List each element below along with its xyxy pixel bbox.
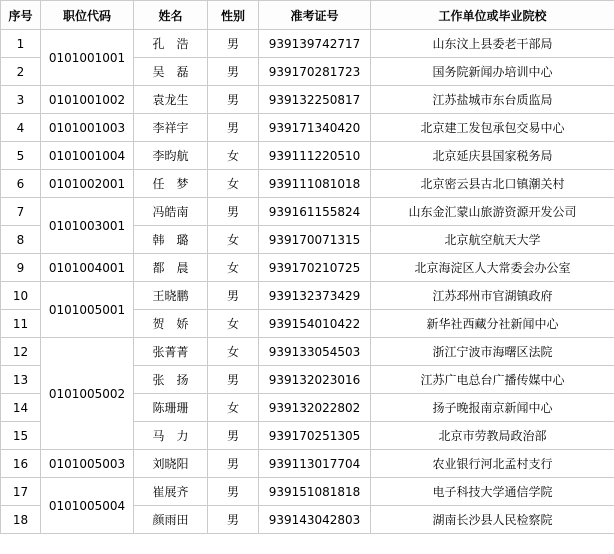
- cell-work-unit: 江苏广电总台广播传媒中心: [371, 366, 614, 394]
- cell-gender: 女: [208, 394, 259, 422]
- cell-gender: 男: [208, 450, 259, 478]
- cell-ticket-number: 939170071315: [259, 226, 371, 254]
- cell-gender: 女: [208, 226, 259, 254]
- cell-name: 李昀航: [134, 142, 208, 170]
- cell-gender: 男: [208, 86, 259, 114]
- cell-ticket-number: 939132250817: [259, 86, 371, 114]
- cell-ticket-number: 939133054503: [259, 338, 371, 366]
- cell-gender: 女: [208, 338, 259, 366]
- cell-work-unit: 电子科技大学通信学院: [371, 478, 614, 506]
- cell-gender: 男: [208, 422, 259, 450]
- cell-name: 张 扬: [134, 366, 208, 394]
- cell-name: 冯皓南: [134, 198, 208, 226]
- header-position-code: 职位代码: [41, 1, 134, 30]
- cell-ticket-number: 939170251305: [259, 422, 371, 450]
- cell-ticket-number: 939161155824: [259, 198, 371, 226]
- cell-work-unit: 山东金汇蒙山旅游资源开发公司: [371, 198, 614, 226]
- cell-gender: 男: [208, 114, 259, 142]
- cell-ticket-number: 939132373429: [259, 282, 371, 310]
- cell-position-code: 0101005003: [41, 450, 134, 478]
- cell-work-unit: 湖南长沙县人民检察院: [371, 506, 614, 534]
- cell-position-code: 0101001003: [41, 114, 134, 142]
- cell-ticket-number: 939151081818: [259, 478, 371, 506]
- cell-ticket-number: 939154010422: [259, 310, 371, 338]
- cell-index: 13: [1, 366, 41, 394]
- cell-position-code: 0101005001: [41, 282, 134, 338]
- cell-index: 7: [1, 198, 41, 226]
- cell-work-unit: 北京市劳教局政治部: [371, 422, 614, 450]
- cell-name: 颜雨田: [134, 506, 208, 534]
- cell-ticket-number: 939170210725: [259, 254, 371, 282]
- header-work-unit: 工作单位或毕业院校: [371, 1, 614, 30]
- cell-ticket-number: 939132022802: [259, 394, 371, 422]
- table-row: [1, 86, 614, 114]
- cell-index: 1: [1, 30, 41, 58]
- header-ticket-number: 准考证号: [259, 1, 371, 30]
- cell-gender: 男: [208, 478, 259, 506]
- table-row: [1, 450, 614, 478]
- cell-index: 6: [1, 170, 41, 198]
- header-index: 序号: [1, 1, 41, 30]
- cell-gender: 女: [208, 170, 259, 198]
- table-header: [1, 1, 614, 30]
- cell-name: 袁龙生: [134, 86, 208, 114]
- cell-name: 王晓鹏: [134, 282, 208, 310]
- table-row: [1, 198, 614, 226]
- table-row: [1, 142, 614, 170]
- cell-name: 孔 浩: [134, 30, 208, 58]
- cell-ticket-number: 939143042803: [259, 506, 371, 534]
- cell-index: 9: [1, 254, 41, 282]
- cell-index: 16: [1, 450, 41, 478]
- cell-index: 14: [1, 394, 41, 422]
- cell-ticket-number: 939113017704: [259, 450, 371, 478]
- cell-ticket-number: 939111081018: [259, 170, 371, 198]
- header-name: 姓名: [134, 1, 208, 30]
- cell-name: 都 晨: [134, 254, 208, 282]
- cell-gender: 男: [208, 58, 259, 86]
- cell-gender: 女: [208, 310, 259, 338]
- cell-ticket-number: 939171340420: [259, 114, 371, 142]
- cell-name: 张菁菁: [134, 338, 208, 366]
- cell-work-unit: 北京建工发包承包交易中心: [371, 114, 614, 142]
- cell-name: 贺 娇: [134, 310, 208, 338]
- cell-work-unit: 新华社西藏分社新闻中心: [371, 310, 614, 338]
- cell-gender: 女: [208, 254, 259, 282]
- cell-work-unit: 北京密云县古北口镇潮关村: [371, 170, 614, 198]
- cell-work-unit: 国务院新闻办培训中心: [371, 58, 614, 86]
- cell-work-unit: 北京海淀区人大常委会办公室: [371, 254, 614, 282]
- cell-work-unit: 浙江宁波市海曙区法院: [371, 338, 614, 366]
- cell-index: 10: [1, 282, 41, 310]
- table-row: [1, 114, 614, 142]
- cell-name: 韩 璐: [134, 226, 208, 254]
- cell-gender: 女: [208, 142, 259, 170]
- table-row: [1, 478, 614, 506]
- cell-gender: 男: [208, 198, 259, 226]
- cell-position-code: 0101001004: [41, 142, 134, 170]
- cell-position-code: 0101003001: [41, 198, 134, 254]
- cell-index: 2: [1, 58, 41, 86]
- cell-name: 吴 磊: [134, 58, 208, 86]
- cell-position-code: 0101002001: [41, 170, 134, 198]
- cell-position-code: 0101001002: [41, 86, 134, 114]
- table-row: [1, 254, 614, 282]
- cell-index: 12: [1, 338, 41, 366]
- cell-index: 11: [1, 310, 41, 338]
- cell-index: 5: [1, 142, 41, 170]
- cell-work-unit: 山东汶上县委老干部局: [371, 30, 614, 58]
- cell-index: 15: [1, 422, 41, 450]
- cell-gender: 男: [208, 282, 259, 310]
- table-row: [1, 30, 614, 58]
- cell-name: 李祥宇: [134, 114, 208, 142]
- cell-ticket-number: 939111220510: [259, 142, 371, 170]
- cell-work-unit: 农业银行河北孟村支行: [371, 450, 614, 478]
- cell-work-unit: 北京延庆县国家税务局: [371, 142, 614, 170]
- cell-name: 任 梦: [134, 170, 208, 198]
- cell-ticket-number: 939139742717: [259, 30, 371, 58]
- header-row: [1, 1, 614, 30]
- cell-work-unit: 扬子晚报南京新闻中心: [371, 394, 614, 422]
- cell-position-code: 0101001001: [41, 30, 134, 86]
- table-row: [1, 282, 614, 310]
- cell-work-unit: 江苏邳州市官湖镇政府: [371, 282, 614, 310]
- cell-name: 刘晓阳: [134, 450, 208, 478]
- cell-position-code: 0101005002: [41, 338, 134, 450]
- cell-name: 崔展齐: [134, 478, 208, 506]
- cell-ticket-number: 939132023016: [259, 366, 371, 394]
- table-row: [1, 170, 614, 198]
- cell-name: 马 力: [134, 422, 208, 450]
- cell-work-unit: 江苏盐城市东台质监局: [371, 86, 614, 114]
- cell-gender: 男: [208, 30, 259, 58]
- header-gender: 性别: [208, 1, 259, 30]
- cell-position-code: 0101004001: [41, 254, 134, 282]
- cell-ticket-number: 939170281723: [259, 58, 371, 86]
- cell-index: 17: [1, 478, 41, 506]
- cell-gender: 男: [208, 366, 259, 394]
- cell-index: 3: [1, 86, 41, 114]
- cell-work-unit: 北京航空航天大学: [371, 226, 614, 254]
- cell-index: 8: [1, 226, 41, 254]
- cell-index: 18: [1, 506, 41, 534]
- cell-gender: 男: [208, 506, 259, 534]
- cell-position-code: 0101005004: [41, 478, 134, 534]
- cell-name: 陈珊珊: [134, 394, 208, 422]
- table-row: [1, 338, 614, 366]
- cell-index: 4: [1, 114, 41, 142]
- table-body: [1, 30, 614, 534]
